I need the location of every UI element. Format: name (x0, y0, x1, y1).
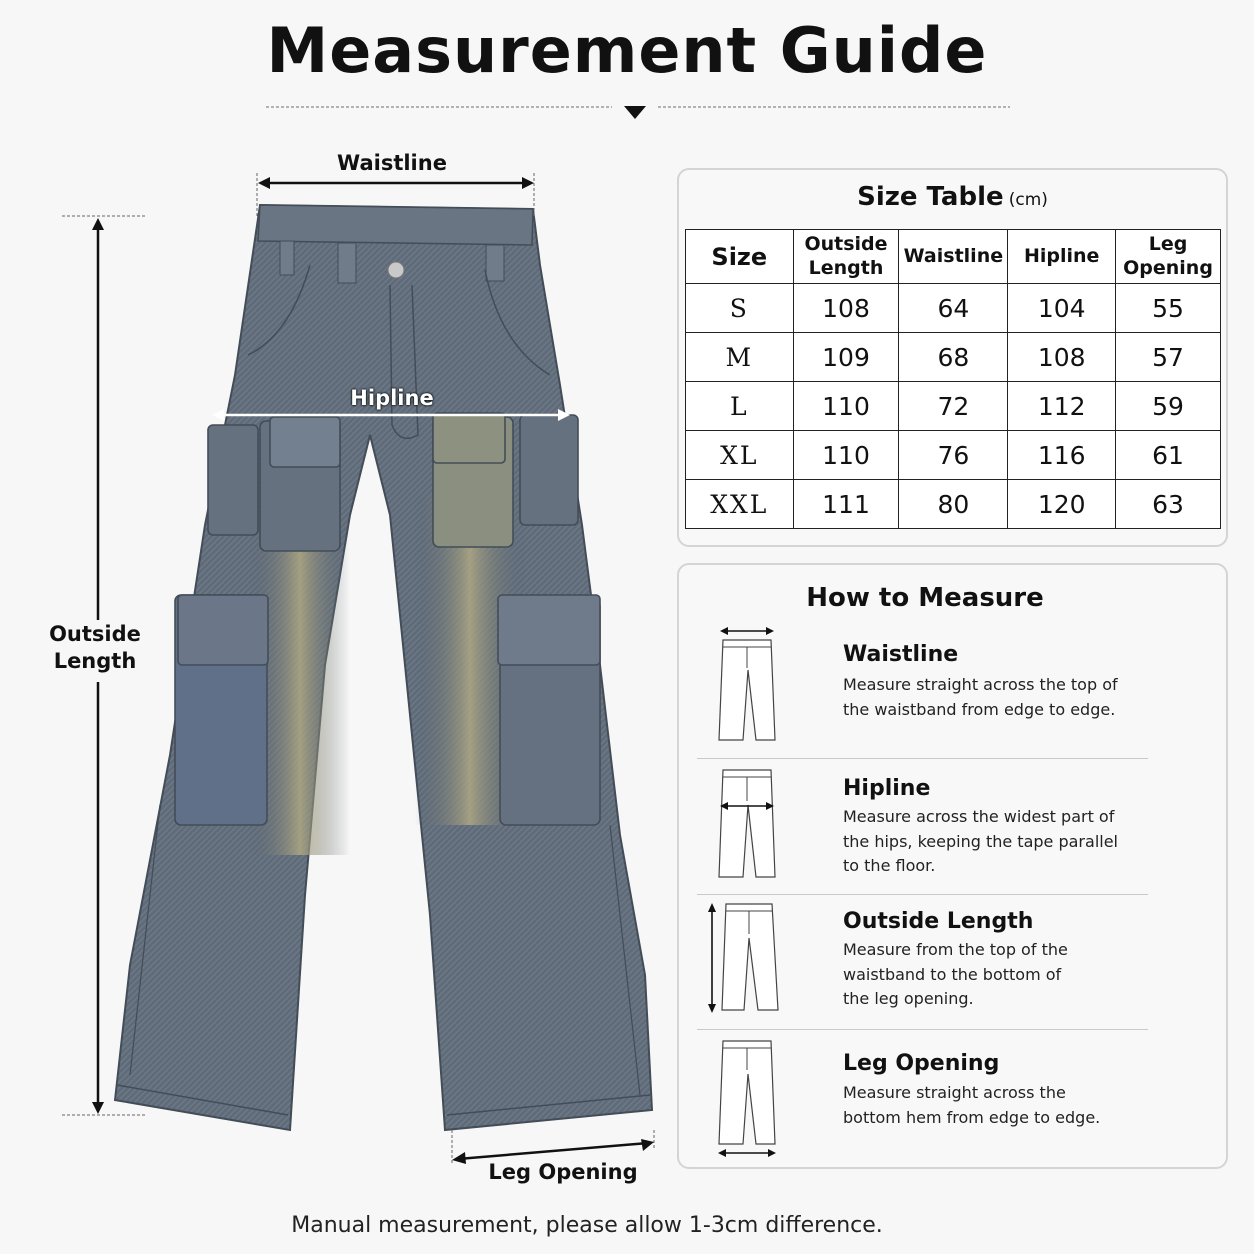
table-cell: 111 (793, 480, 899, 529)
hm-item-title: Outside Length (843, 909, 1034, 934)
table-row (686, 333, 1221, 382)
waistline-diagram-icon (712, 622, 782, 744)
hipline-diagram-icon (712, 765, 782, 883)
table-header-row (686, 230, 1221, 284)
table-cell: 80 (899, 480, 1008, 529)
hm-item-title: Leg Opening (843, 1051, 1000, 1076)
size-table-title: Size Table (cm) (857, 182, 1048, 212)
hm-item-title: Waistline (843, 642, 959, 667)
waistline-arrow (250, 168, 542, 224)
footer-note: Manual measurement, please allow 1-3cm difference. (291, 1213, 883, 1238)
column-header: Hipline (1008, 230, 1116, 284)
table-cell: 61 (1116, 431, 1221, 480)
table-cell: 59 (1116, 382, 1221, 431)
divider (697, 1029, 1148, 1030)
table-cell: 110 (793, 382, 899, 431)
outside-length-label: Outside Length (49, 622, 141, 673)
divider (697, 758, 1148, 759)
table-cell: 72 (899, 382, 1008, 431)
table-cell: 116 (1008, 431, 1116, 480)
table-row (686, 480, 1221, 529)
size-cell: XL (686, 431, 794, 480)
leg-opening-diagram-icon (712, 1036, 782, 1160)
column-header: Size (686, 230, 794, 284)
hm-item-desc: Measure across the widest part of the hips, keeping the tape parallel to the floor. (843, 807, 1118, 875)
column-header: Outside Length (793, 230, 899, 284)
table-cell: 63 (1116, 480, 1221, 529)
table-cell: 108 (1008, 333, 1116, 382)
size-cell: L (686, 382, 794, 431)
table-cell: 104 (1008, 284, 1116, 333)
table-cell: 109 (793, 333, 899, 382)
page-title: Measurement Guide (266, 14, 988, 87)
size-cell: S (686, 284, 794, 333)
table-cell: 55 (1116, 284, 1221, 333)
table-cell: 108 (793, 284, 899, 333)
hipline-label: Hipline (350, 386, 434, 410)
table-cell: 76 (899, 431, 1008, 480)
waistline-label: Waistline (337, 151, 447, 175)
table-cell: 110 (793, 431, 899, 480)
hm-item-desc: Measure straight across the top of the waistband from edge to edge. (843, 675, 1118, 719)
table-row (686, 284, 1221, 333)
table-row (686, 382, 1221, 431)
leg-opening-label: Leg Opening (488, 1160, 638, 1184)
hm-item-desc: Measure straight across the bottom hem from edge to edge. (843, 1083, 1101, 1127)
divider (697, 894, 1148, 895)
table-cell: 112 (1008, 382, 1116, 431)
size-cell: M (686, 333, 794, 382)
size-cell: XXL (686, 480, 794, 529)
table-cell: 68 (899, 333, 1008, 382)
column-header: Leg Opening (1116, 230, 1221, 284)
how-to-measure-title: How to Measure (806, 583, 1044, 613)
column-header: Waistline (899, 230, 1008, 284)
outside-length-diagram-icon (702, 900, 784, 1016)
jeans-photo (100, 195, 670, 1145)
table-cell: 64 (899, 284, 1008, 333)
hm-item-title: Hipline (843, 776, 931, 801)
title-divider (260, 98, 1020, 124)
table-cell: 57 (1116, 333, 1221, 382)
chevron-down-icon (624, 106, 646, 119)
size-table (685, 229, 1221, 529)
table-cell: 120 (1008, 480, 1116, 529)
hm-item-desc: Measure from the top of the waistband to the bottom of the leg opening. (843, 940, 1068, 1008)
table-row (686, 431, 1221, 480)
